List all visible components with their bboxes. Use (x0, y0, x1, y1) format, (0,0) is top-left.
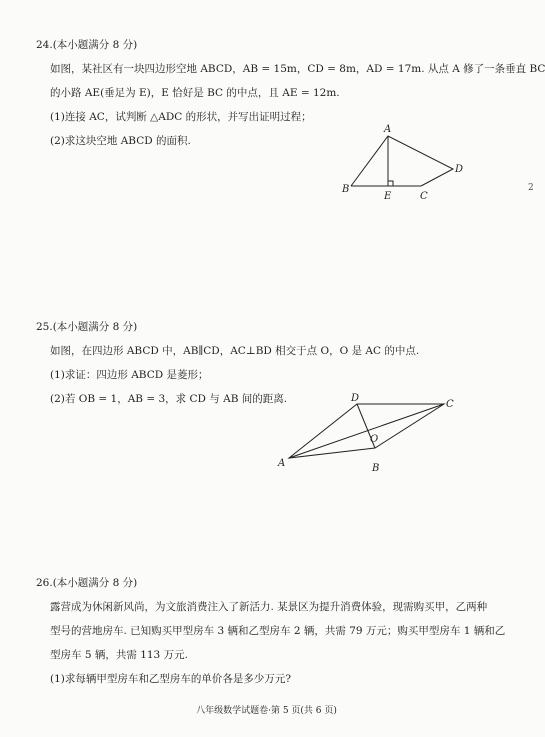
q24-line2: 的小路 AE(垂足为 E)，E 恰好是 BC 的中点，且 AE = 12m. (50, 87, 340, 99)
q24-label-e: E (384, 191, 392, 202)
q26-part1: (1)求每辆甲型房车和乙型房车的单价各是多少万元? (50, 673, 292, 685)
q26-line1: 露营成为休闲新风尚，为文旅消费注入了新活力. 某景区为提升消费体验，现需购买甲，乙两种 (50, 601, 488, 613)
q25-label-b: B (372, 463, 380, 474)
q26-header: 26.(本小题满分 8 分) (36, 577, 138, 589)
q24-label-a: A (384, 124, 392, 135)
q24-label-d: D (455, 164, 464, 175)
margin-mark: 2 (528, 183, 534, 193)
q24-label-c: C (420, 191, 428, 202)
q25-label-d: D (351, 393, 360, 404)
q25-label-c: C (446, 399, 454, 410)
q24-figure (335, 118, 475, 208)
q24-label-b: B (342, 184, 350, 195)
page-footer: 八年级数学试题卷·第 5 页(共 6 页) (196, 706, 337, 716)
q24-right-angle-mark (388, 181, 393, 186)
q26-line2: 型号的营地房车. 已知购买甲型房车 3 辆和乙型房车 2 辆，共需 79 万元；购买甲型房车 1 辆和乙 (50, 625, 506, 637)
q25-figure (272, 390, 462, 480)
q24-part2: (2)求这块空地 ABCD 的面积. (50, 135, 191, 147)
q25-header: 25.(本小题满分 8 分) (36, 321, 138, 333)
q25-part2: (2)若 OB = 1，AB = 3，求 CD 与 AB 间的距离. (50, 393, 288, 405)
q24-quad-edges (351, 136, 453, 186)
q25-line1: 如图，在四边形 ABCD 中，AB∥CD，AC⊥BD 相交于点 O，O 是 AC 的中点. (50, 345, 420, 357)
q25-label-a: A (278, 458, 286, 469)
q25-part1: (1)求证：四边形 ABCD 是菱形； (50, 369, 209, 381)
q26-line3: 型房车 5 辆，共需 113 万元. (50, 649, 188, 661)
q24-line1: 如图，某社区有一块四边形空地 ABCD，AB = 15m，CD = 8m，AD = 17m. 从点 A 修了一条垂直 BC (50, 63, 545, 75)
q25-diagonal-ac (289, 404, 444, 458)
q25-label-o: O (370, 434, 379, 445)
q24-part1: (1)连接 AC，试判断 △ADC 的形状，并写出证明过程； (50, 111, 312, 123)
q24-header: 24.(本小题满分 8 分) (36, 39, 138, 51)
